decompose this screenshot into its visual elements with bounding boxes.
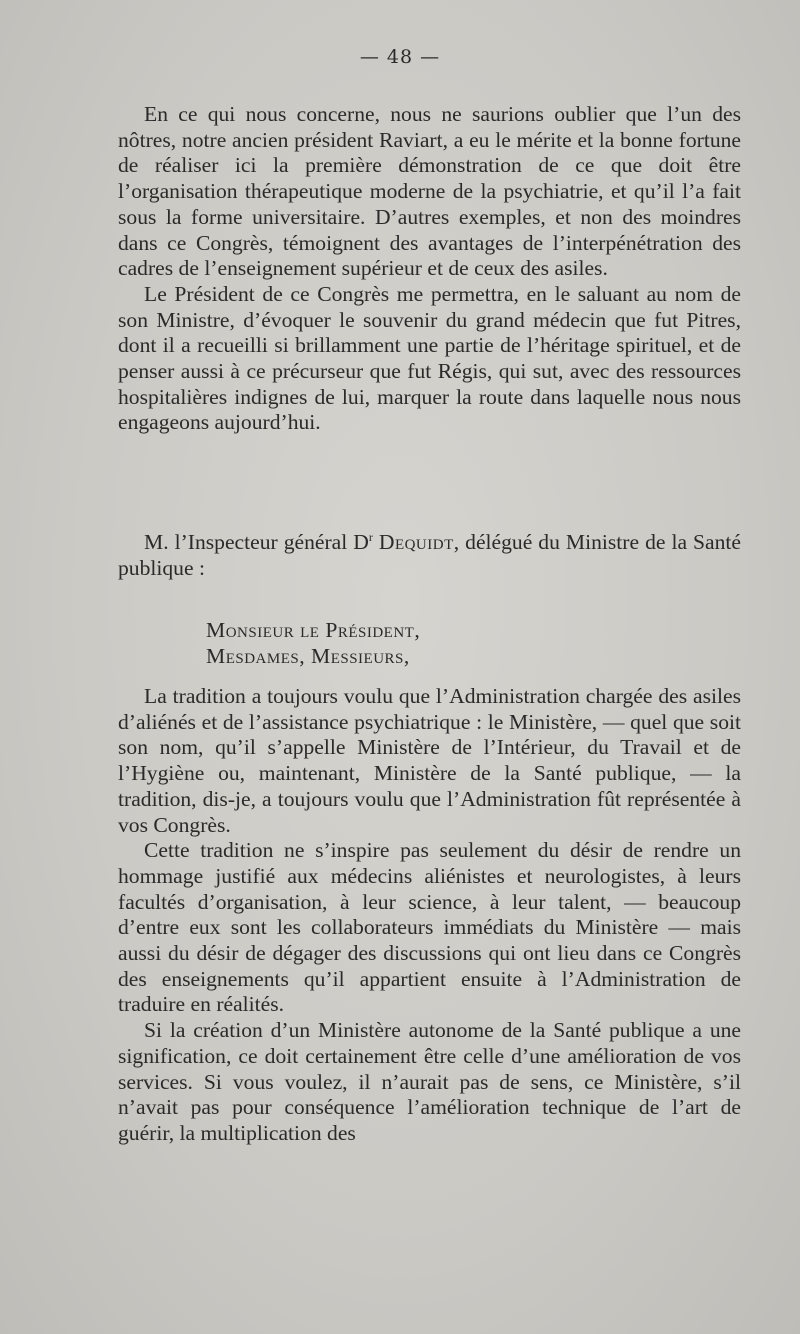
speaker-title-sup: r [368, 529, 373, 544]
speaker-line [118, 530, 741, 581]
speaker-intro [118, 530, 741, 581]
speaker-prefix: M. l’Inspecteur général D [144, 530, 369, 554]
salutation [206, 617, 420, 669]
salutation-line: Monsieur le Président, [206, 618, 421, 642]
speaker-name: Dequidt [378, 530, 454, 554]
paragraph: La tradition a toujours voulu que l’Administration chargée des asiles d’aliénés et de l’assistance psychiatrique : le Ministère, — quel que soit son nom, qu’il s’appelle Ministère de l’Intérieur, du Travail et de l’Hygiène ou, maintenant, Ministère de la Santé publique, — la tradition, dis-je, a toujours voulu que l’Administration fût représentée à vos Congrès. [118, 684, 741, 837]
speaker-suffix: , délégué du Ministre de la Santé publique : [118, 530, 741, 580]
page-number: — 48 — [359, 46, 441, 68]
paragraph: En ce qui nous concerne, nous ne saurions oublier que l’un des nôtres, notre ancien président Raviart, a eu le mérite et la bonne fortune de réaliser ici la première démonstration de ce que doit être l’organisation thérapeutique moderne de la psychiatrie, et qu’il l’a fait sous la forme universitaire. D’autres exemples, et non des moindres dans ce Congrès, témoignent des avantages de l’interpénétration des cadres de l’enseignement supérieur et de ceux des asiles. [118, 102, 741, 281]
paragraph: Le Président de ce Congrès me permettra, en le saluant au nom de son Ministre, d’évoquer le souvenir du grand médecin que fut Pitres, dont il a recueilli si brillamment une partie de l’héritage spirituel, et de penser aussi à ce précurseur que fut Régis, qui sut, avec des ressources hospitalières indignes de lui, marquer la route dans laquelle nous nous engageons aujourd’hui. [118, 281, 741, 435]
intro-section [118, 102, 741, 436]
paragraph: Si la création d’un Ministère autonome de la Santé publique a une signification, ce doit certainement être celle d’une amélioration de vos services. Si vous voulez, il n’aurait pas de sens, ce Ministère, s’il n’avait pas pour conséquence l’amélioration technique de l’art de guérir, la multiplication des [118, 1018, 741, 1145]
paragraph: Cette tradition ne s’inspire pas seulement du désir de rendre un hommage justifié aux médecins aliénistes et neurologistes, à leurs facultés d’organisation, à leur science, à leur talent, — beaucoup d’entre eux sont les collaborateurs immédiats du Ministère — mais aussi du désir de dégager des discussions qui ont lieu dans ce Congrès des enseignements qu’il appartient ensuite à l’Administration de traduire en réalités. [118, 838, 741, 1017]
speech-section [118, 684, 741, 1147]
salutation-line: Mesdames, Messieurs, [206, 644, 410, 668]
